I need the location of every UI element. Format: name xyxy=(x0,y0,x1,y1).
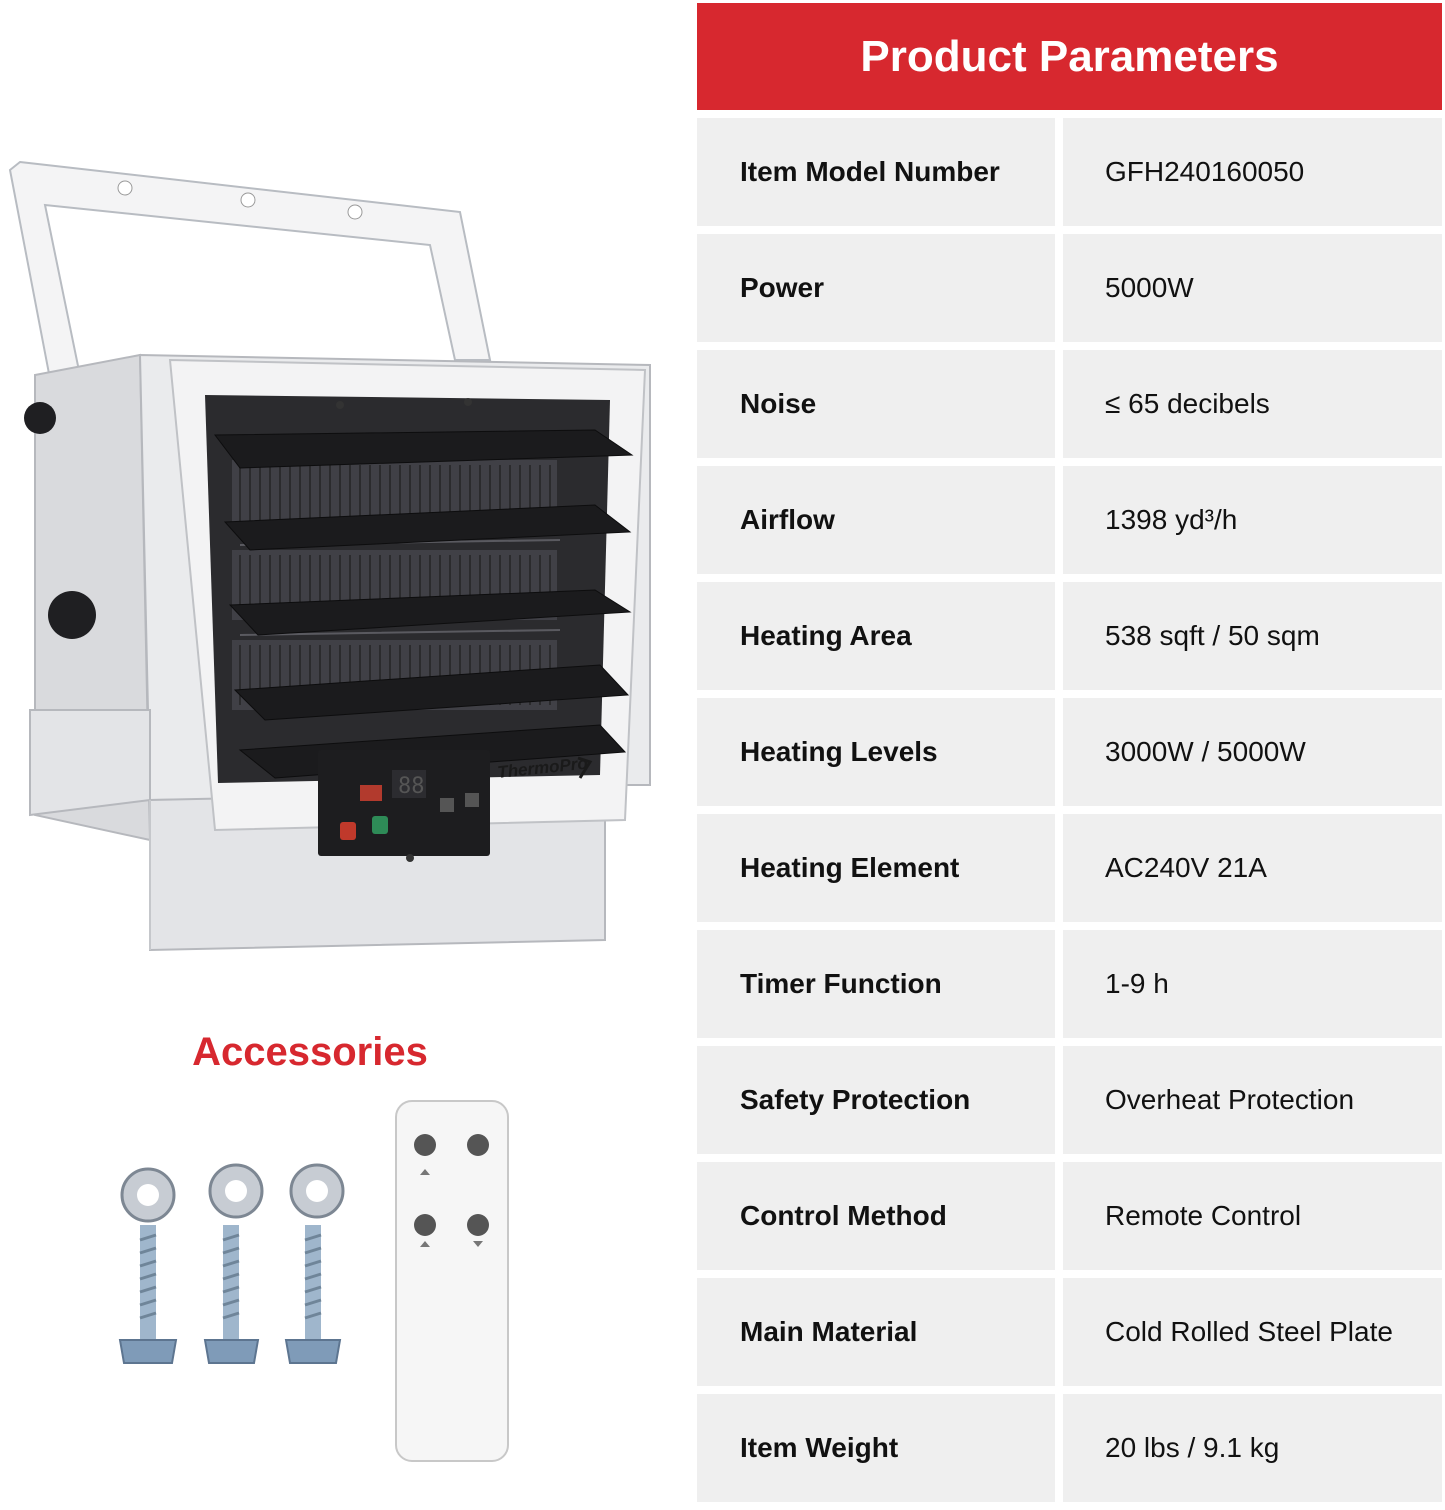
row-value: 1398 yd³/h xyxy=(1063,466,1442,574)
svg-text:88: 88 xyxy=(398,774,425,799)
table-row xyxy=(697,582,1442,690)
heater-image xyxy=(0,150,680,970)
table-row xyxy=(697,1278,1442,1386)
washer-icon xyxy=(122,1165,343,1221)
row-value: 538 sqft / 50 sqm xyxy=(1063,582,1442,690)
accessories-image xyxy=(100,1095,540,1475)
row-value: Remote Control xyxy=(1063,1162,1442,1270)
table-row xyxy=(697,814,1442,922)
row-label: Power xyxy=(697,234,1055,342)
row-label: Timer Function xyxy=(697,930,1055,1038)
table-row xyxy=(697,466,1442,574)
table-row xyxy=(697,118,1442,226)
row-value: ≤ 65 decibels xyxy=(1063,350,1442,458)
table-row xyxy=(697,1394,1442,1502)
table-row xyxy=(697,698,1442,806)
row-value: 1-9 h xyxy=(1063,930,1442,1038)
row-value: Overheat Protection xyxy=(1063,1046,1442,1154)
row-value: AC240V 21A xyxy=(1063,814,1442,922)
table-row xyxy=(697,930,1442,1038)
row-label: Control Method xyxy=(697,1162,1055,1270)
table-row xyxy=(697,234,1442,342)
row-label: Heating Levels xyxy=(697,698,1055,806)
screw-icon xyxy=(120,1225,340,1363)
row-label: Safety Protection xyxy=(697,1046,1055,1154)
row-value: 3000W / 5000W xyxy=(1063,698,1442,806)
accessories-illustration xyxy=(100,1095,540,1475)
table-row xyxy=(697,1162,1442,1270)
row-label: Noise xyxy=(697,350,1055,458)
row-label: Airflow xyxy=(697,466,1055,574)
row-value: 20 lbs / 9.1 kg xyxy=(1063,1394,1442,1502)
params-title: Product Parameters xyxy=(697,3,1442,110)
table-row xyxy=(697,350,1442,458)
row-value: Cold Rolled Steel Plate xyxy=(1063,1278,1442,1386)
brand-logo: ThermoPro xyxy=(496,753,589,782)
remote-control-icon xyxy=(396,1101,508,1461)
table-row xyxy=(697,1046,1442,1154)
row-value: GFH240160050 xyxy=(1063,118,1442,226)
row-label: Item Weight xyxy=(697,1394,1055,1502)
product-parameters-table xyxy=(697,3,1442,1463)
row-label: Heating Area xyxy=(697,582,1055,690)
row-label: Item Model Number xyxy=(697,118,1055,226)
row-label: Heating Element xyxy=(697,814,1055,922)
row-value: 5000W xyxy=(1063,234,1442,342)
heater-illustration xyxy=(0,150,680,970)
row-label: Main Material xyxy=(697,1278,1055,1386)
params-rows xyxy=(697,118,1442,1510)
accessories-title: Accessories xyxy=(192,1030,428,1074)
